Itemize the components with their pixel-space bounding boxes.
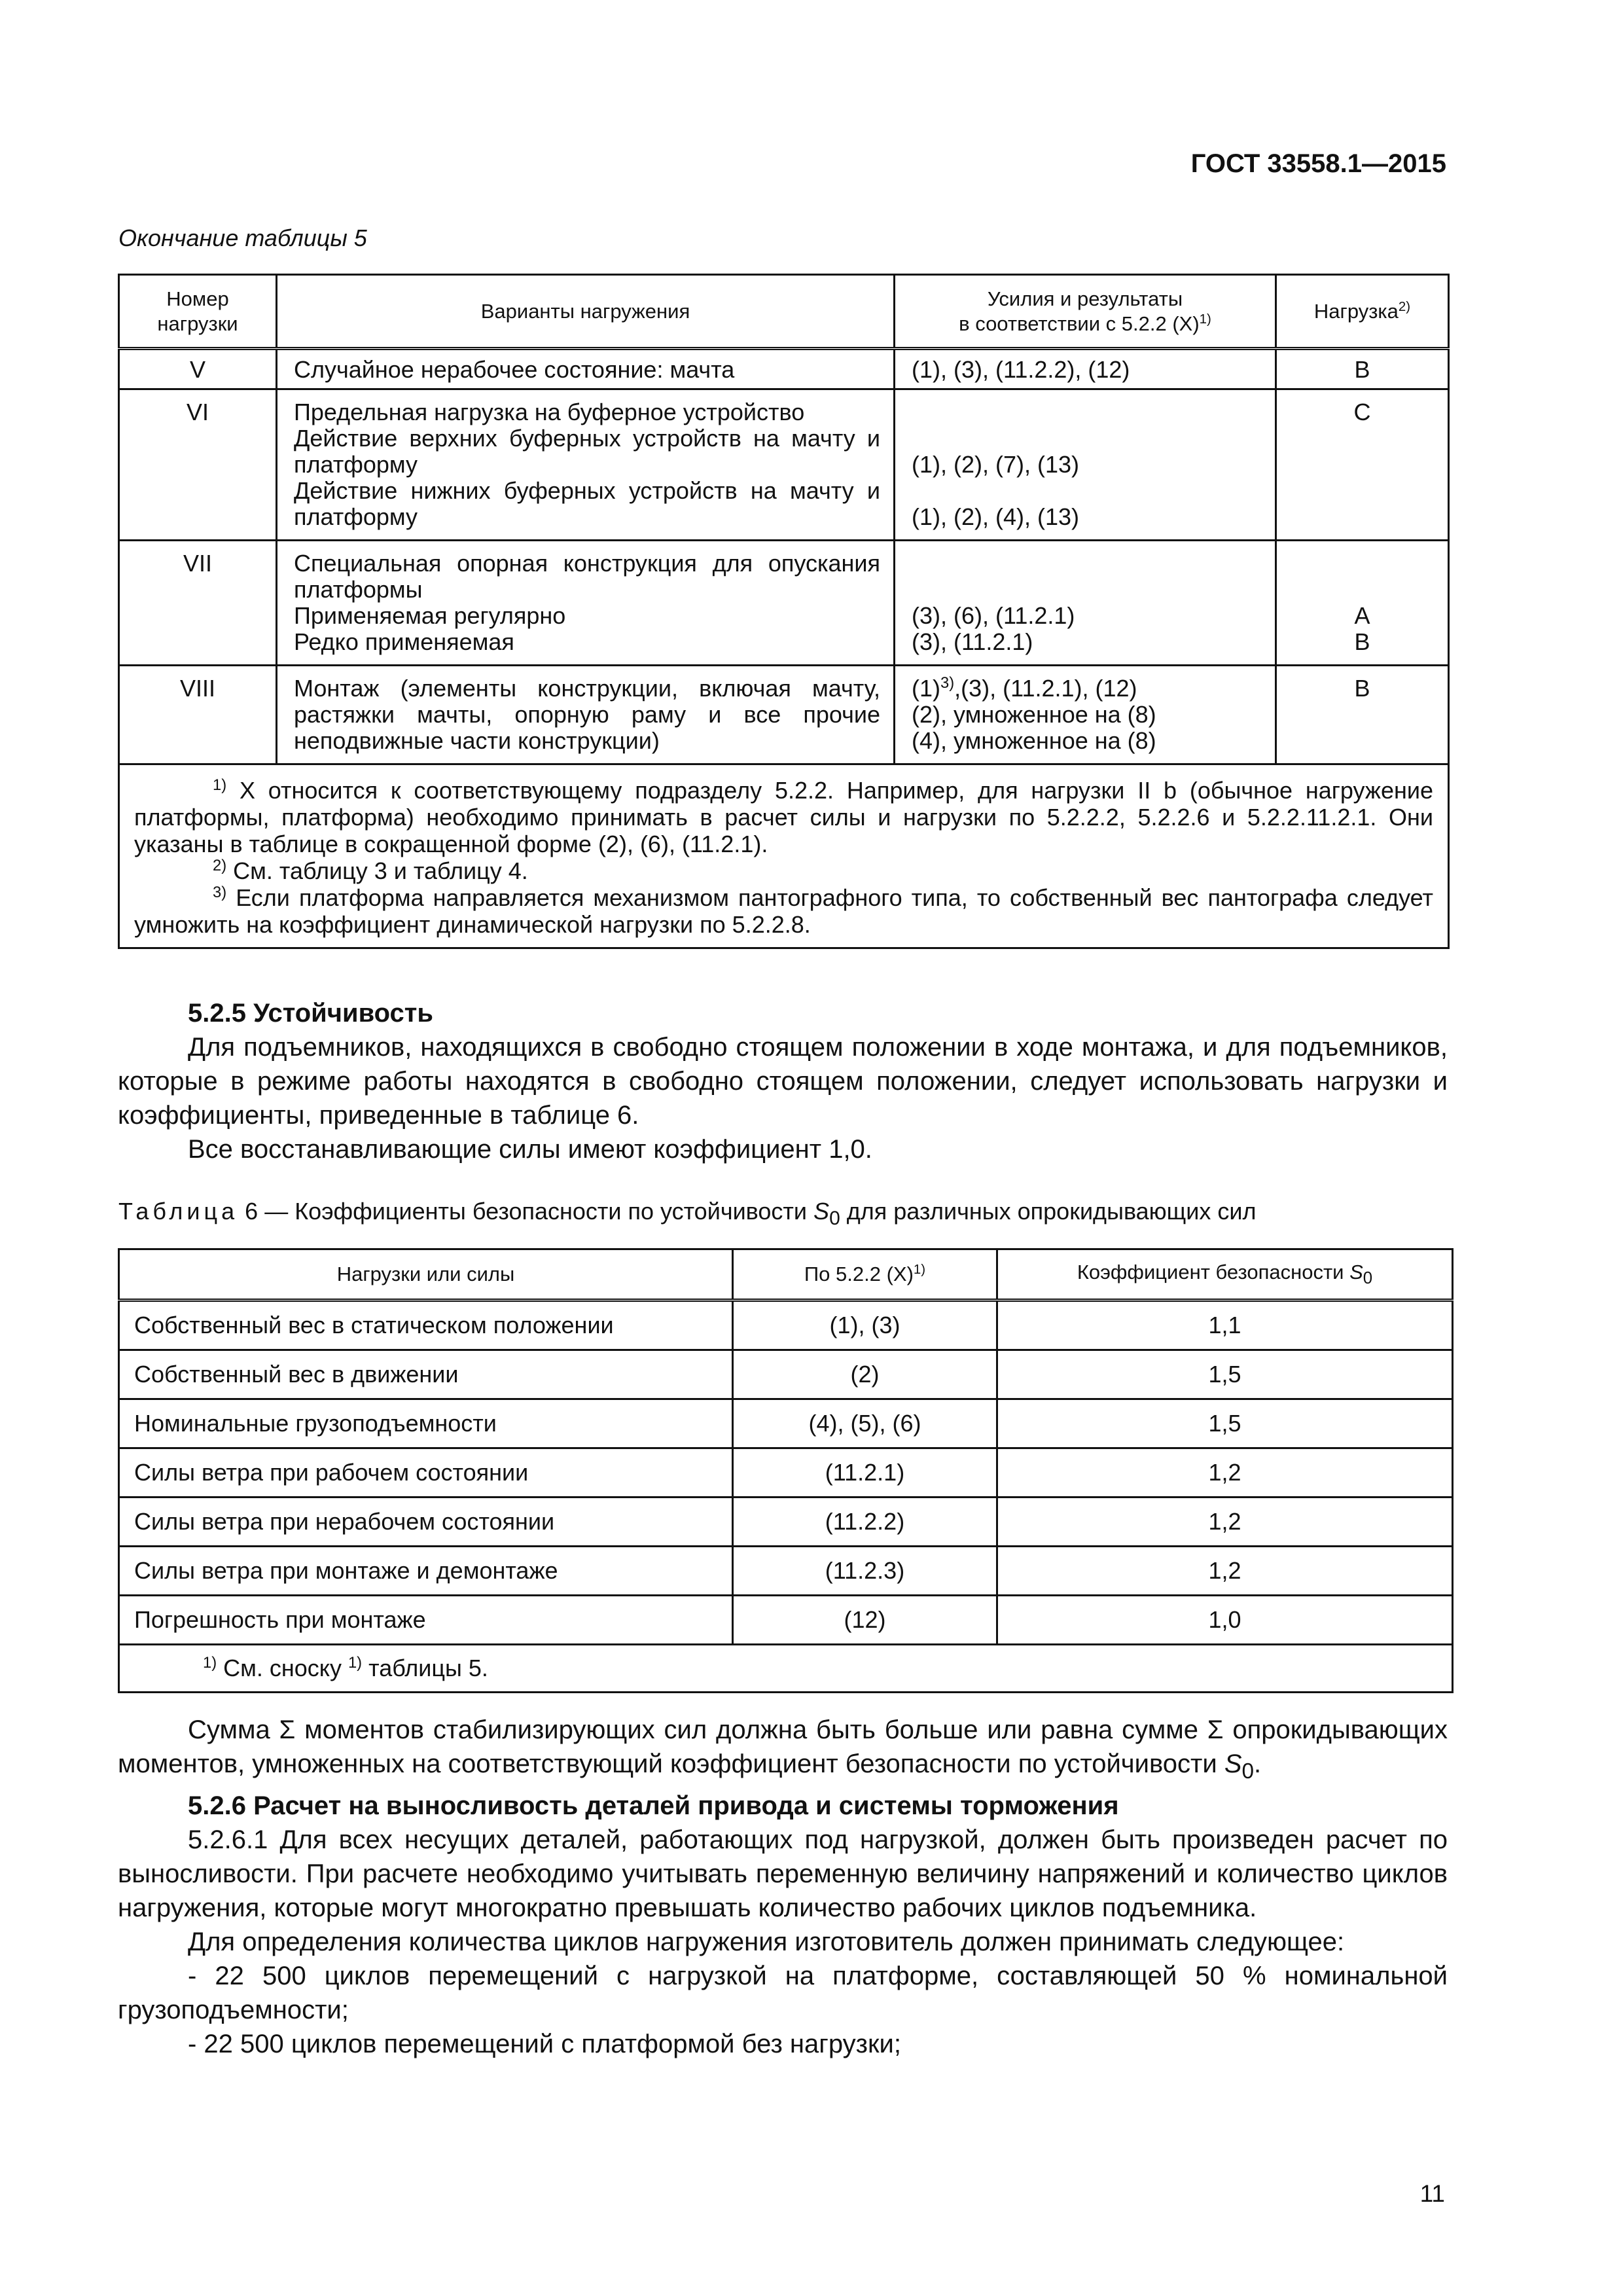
table5-cell-variant: Предельная нагрузка на буферное устройство Действие верхних буферных устройств на мачту и платформу Действие нижних буферных устройств на мачту и платформу [277,389,895,541]
table6-cell-ref: (2) [733,1350,997,1399]
table6-cell-name: Собственный вес в статическом положении [119,1300,733,1350]
table-5 [118,274,1450,949]
section-5-2-5-heading: 5.2.5 Устойчивость [188,999,433,1028]
table5-header-row [119,275,1449,349]
table5-cell-variant: Случайное нерабочее состояние: мачта [277,349,895,389]
table6-cell-name: Погрешность при монтаже [119,1596,733,1645]
table5-cell-num: V [119,349,277,389]
table-row [119,1448,1453,1498]
table6-cell-coef: 1,5 [997,1350,1453,1399]
list-item: - 22 500 циклов перемещений с нагрузкой на платформе, составляющей 50 % номинальной грузоподъемности; [118,1962,1448,2024]
table5-footnotes-row [119,764,1449,948]
section-5-2-6 [118,1713,1448,2061]
table5-cell-load: B [1276,349,1449,389]
table5-cell-forces: (1), (2), (7), (13) (1), (2), (4), (13) [895,389,1276,541]
table6-footnote-row [119,1645,1453,1693]
table6-header-ref: По 5.2.2 $(X)^{1)}$ [733,1249,997,1300]
table6-header-row [119,1249,1453,1300]
table6-cell-ref: (11.2.3) [733,1547,997,1596]
table6-cell-coef: 1,2 [997,1448,1453,1498]
table6-cell-ref: (4), (5), (6) [733,1399,997,1448]
table6-cell-ref: (12) [733,1596,997,1645]
table6-cell-coef: 1,2 [997,1498,1453,1547]
table6-cell-coef: 1,1 [997,1300,1453,1350]
table-row [119,1300,1453,1350]
table6-footnote: $^{1)}$ См. сноску $^{1)}$ таблицы 5. [119,1645,1453,1693]
table5-cell-forces: $(1)^{3)},(3)$, (11.2.1), (12) (2), умноженное на (8) (4), умноженное на (8) [895,666,1276,764]
stability-sum-paragraph: Сумма Σ моментов стабилизирующих сил должна быть больше или равна сумме Σ опрокидывающих моментов, умноженных на соответствующий коэффициент безопасности по устойчивости $S_0$. [118,1715,1448,1784]
table5-footnotes [119,764,1449,948]
table6-cell-ref: (1), (3) [733,1300,997,1350]
table-row [119,1498,1453,1547]
table5-cell-load: B [1276,666,1449,764]
table6-cell-name: Силы ветра при монтаже и демонтаже [119,1547,733,1596]
section-5-2-6-1-paragraph: 5.2.6.1 Для всех несущих деталей, работающих под нагрузкой, должен быть произведен расчет по выносливости. При расчете необходимо учитывать переменную величину напряжений и количество циклов нагружения, которые могут многократно превышать количество рабочих циклов подъемника. [118,1825,1448,1922]
section-5-2-5-paragraph-1: Для подъемников, находящихся в свободно стоящем положении в ходе монтажа, и для подъемников, которые в режиме работы находятся в свободно стоящем положении, следует использовать нагрузки и коэффициенты, приведенные в таблице 6. [118,1033,1448,1130]
table6-cell-name: Собственный вес в движении [119,1350,733,1399]
table5-cell-num: VII [119,541,277,666]
table5-cell-forces: (1), (3), (11.2.2), (12) [895,349,1276,389]
table-6 [118,1248,1454,1693]
table6-cell-name: Силы ветра при нерабочем состоянии [119,1498,733,1547]
table6-cell-name: Силы ветра при рабочем состоянии [119,1448,733,1498]
table5-header-forces: Усилия и результаты в соответствии с 5.2.2 $(X)^{1)}$ [895,275,1276,349]
table5-cell-num: VIII [119,666,277,764]
table5-footnote-2: $^{2)}$ См. таблицу 3 и таблицу 4. [213,856,528,884]
list-item: - 22 500 циклов перемещений с платформой без нагрузки; [188,2030,901,2058]
section-5-2-6-heading: 5.2.6 Расчет на выносливость деталей привода и системы торможения [188,1791,1119,1820]
table5-cell-load: C [1276,389,1449,541]
table-row [119,1547,1453,1596]
table5-header-variants: Варианты нагружения [277,275,895,349]
table6-header-loads: Нагрузки или силы [119,1249,733,1300]
table5-footnote-3: $^{3)}$ Если платформа направляется механизмом пантографного типа, то собственный вес пантографа следует умножить на коэффициент динамической нагрузки по 5.2.2.8. [134,883,1433,938]
table-row [119,1399,1453,1448]
table5-header-load: Нагрузка$^{2)}$ [1276,275,1449,349]
page-number: 11 [1419,2180,1445,2207]
table5-cell-load: A B [1276,541,1449,666]
table6-cell-ref: (11.2.1) [733,1448,997,1498]
section-5-2-5 [118,996,1448,1166]
table6-cell-coef: 1,5 [997,1399,1453,1448]
document-standard-number: ГОСТ 33558.1—2015 [1190,149,1446,178]
table6-cell-ref: (11.2.2) [733,1498,997,1547]
table5-cell-num: VI [119,389,277,541]
table6-cell-coef: 1,0 [997,1596,1453,1645]
table-row [119,1350,1453,1399]
table6-caption: Таблица 6 — Коэффициенты безопасности по устойчивости $S_0$ для различных опрокидывающих сил [118,1198,1257,1230]
section-5-2-5-paragraph-2: Все восстанавливающие силы имеют коэффициент 1,0. [188,1135,872,1164]
table5-header-num: Номер нагрузки [119,275,277,349]
table5-cell-forces: (3), (6), (11.2.1) (3), (11.2.1) [895,541,1276,666]
table5-cell-variant: Монтаж (элементы конструкции, включая мачту, растяжки мачты, опорную раму и все прочие неподвижные части конструкции) [277,666,895,764]
section-5-2-6-paragraph-2: Для определения количества циклов нагружения изготовитель должен принимать следующее: [188,1928,1345,1956]
table6-header-coef: Коэффициент безопасности $S_0$ [997,1249,1453,1300]
table5-cell-variant: Специальная опорная конструкция для опускания платформы Применяемая регулярно Редко применяемая [277,541,895,666]
table6-cell-name: Номинальные грузоподъемности [119,1399,733,1448]
table6-cell-coef: 1,2 [997,1547,1453,1596]
table-row [119,1596,1453,1645]
table5-continuation-caption: Окончание таблицы 5 [118,224,367,251]
table-row [119,541,1449,666]
table5-footnote-1: $^{1)}$ X относится к соответствующему подразделу 5.2.2. Например, для нагрузки II b (обычное нагружение платформы, платформа) необходимо принимать в расчет силы и нагрузки по 5.2.2.2, 5.2.2.6 и 5.2.2.11.2.1. Они указаны в таблице в сокращенной форме (2), (6), (11.2.1). [134,776,1433,857]
table-row [119,389,1449,541]
table-row [119,349,1449,389]
table-row [119,666,1449,764]
